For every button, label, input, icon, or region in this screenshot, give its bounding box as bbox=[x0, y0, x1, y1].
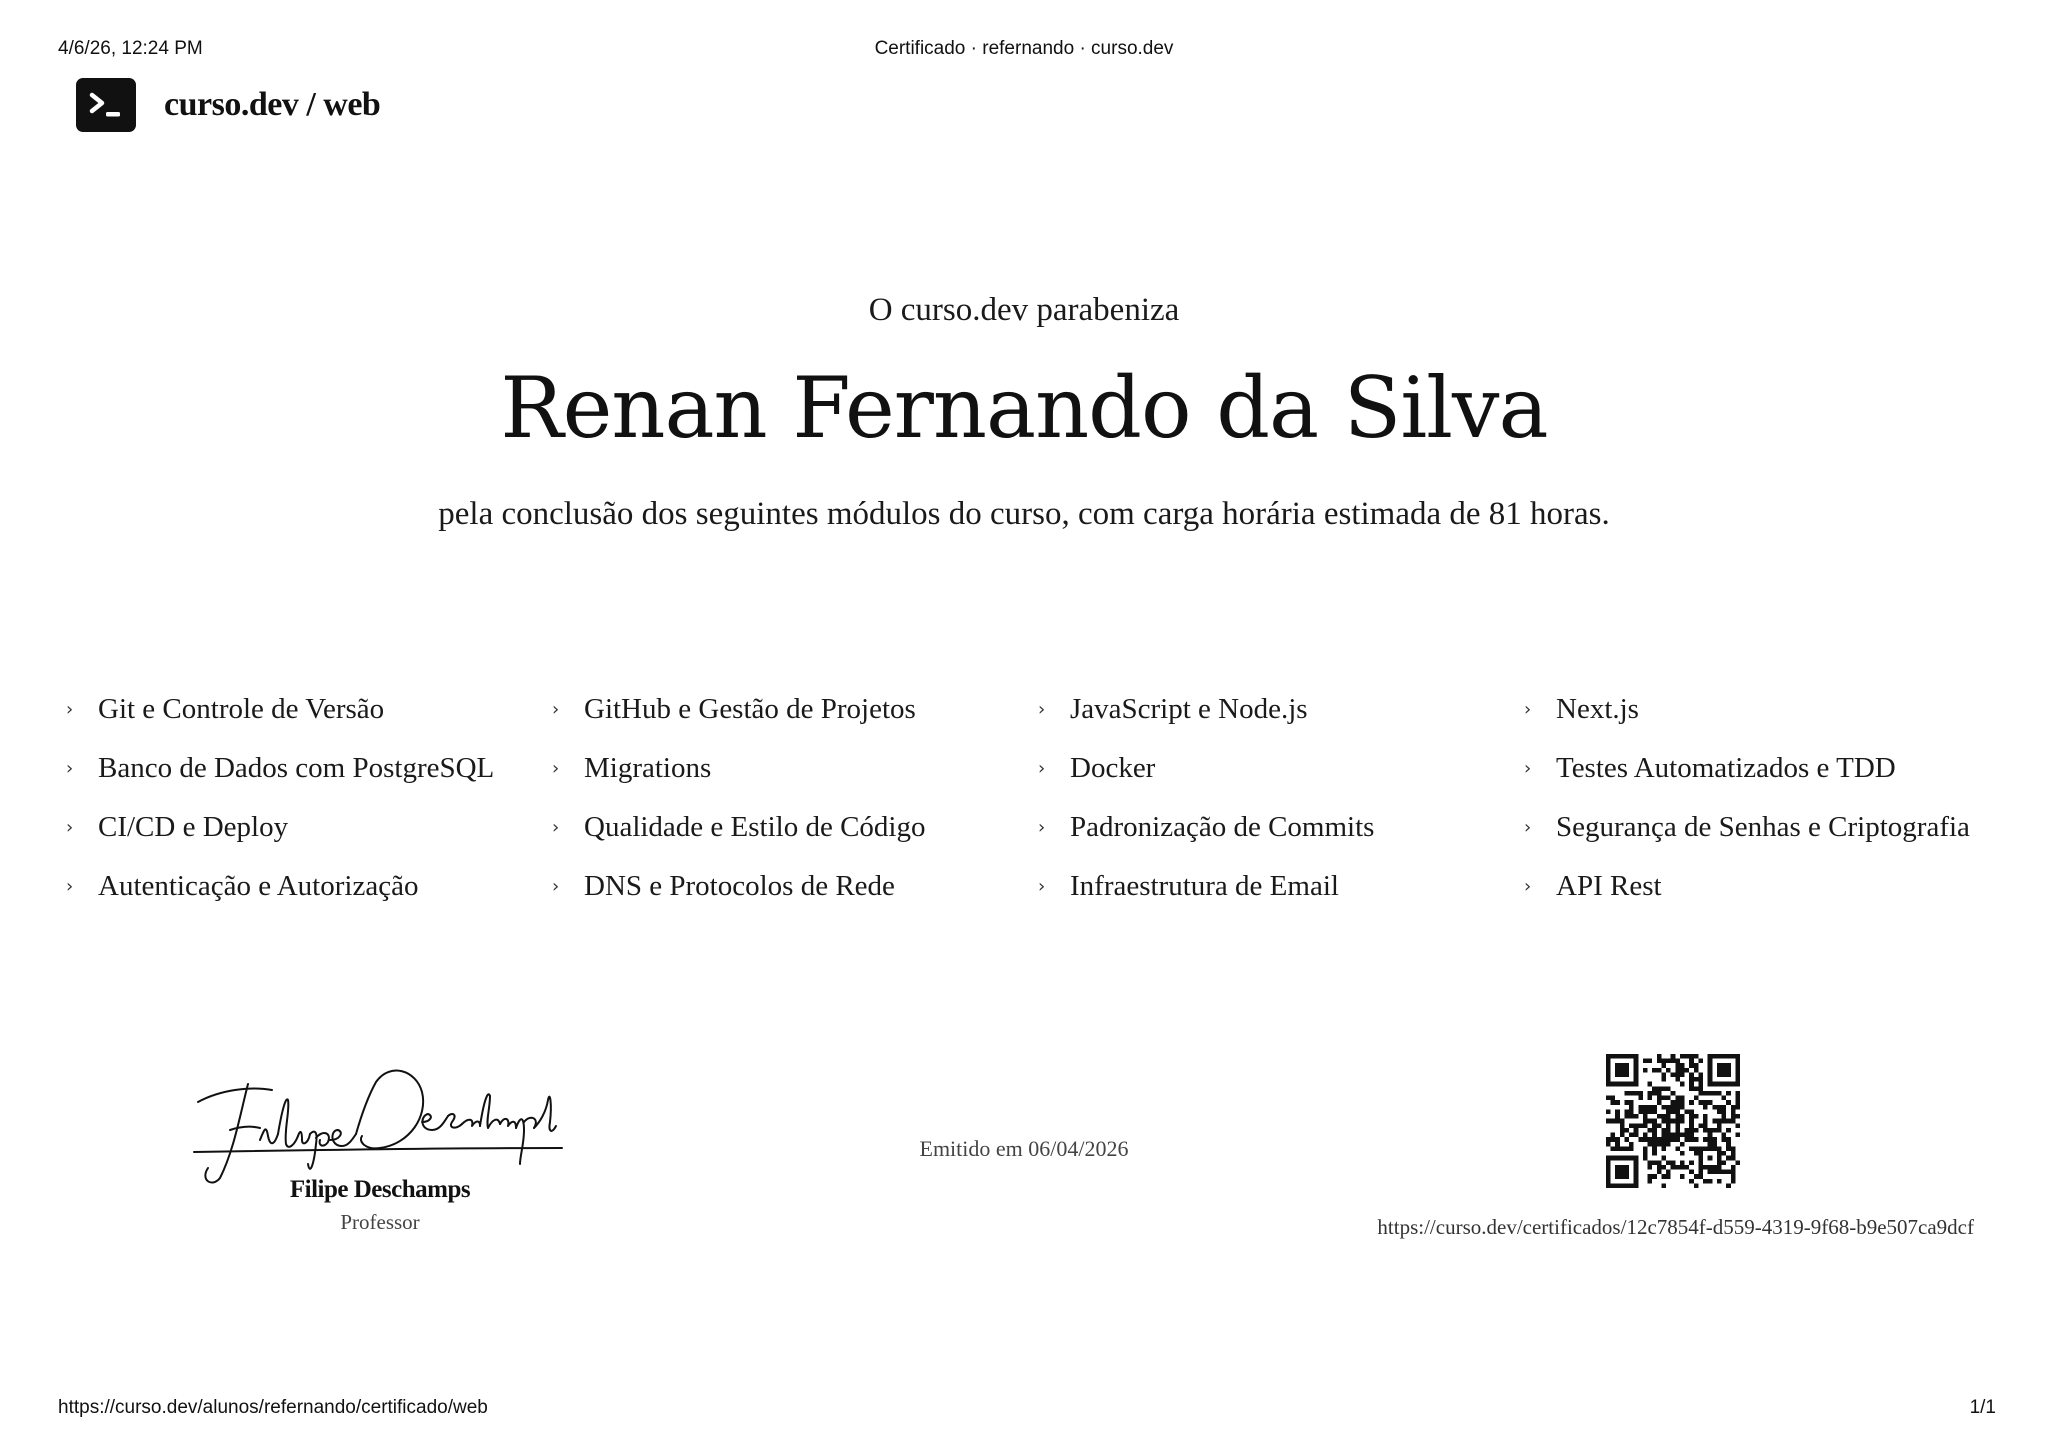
terminal-prompt-icon bbox=[76, 78, 136, 132]
chevron-right-icon: › bbox=[1524, 758, 1532, 779]
congrats-intro: O curso.dev parabeniza bbox=[868, 292, 1180, 328]
module-label: API Rest bbox=[1556, 870, 1662, 902]
chevron-right-icon: › bbox=[66, 758, 74, 779]
module-label: Docker bbox=[1070, 752, 1156, 784]
chevron-right-icon: › bbox=[66, 817, 74, 838]
module-label: JavaScript e Node.js bbox=[1070, 693, 1308, 725]
signer-name: Filipe Deschamps bbox=[289, 1176, 471, 1203]
chevron-right-icon: › bbox=[1038, 699, 1046, 720]
module-item bbox=[1524, 739, 2010, 798]
module-item bbox=[552, 857, 1038, 916]
print-page-number: 1/1 bbox=[1969, 1397, 1996, 1418]
chevron-right-icon: › bbox=[1524, 876, 1532, 897]
module-label: Testes Automatizados e TDD bbox=[1556, 752, 1896, 784]
module-label: Next.js bbox=[1556, 693, 1639, 725]
chevron-right-icon: › bbox=[1524, 817, 1532, 838]
brand bbox=[76, 78, 380, 132]
module-item bbox=[1038, 680, 1524, 739]
chevron-right-icon: › bbox=[552, 699, 560, 720]
chevron-right-icon: › bbox=[1524, 699, 1532, 720]
chevron-right-icon: › bbox=[1038, 817, 1046, 838]
module-label: Padronização de Commits bbox=[1070, 811, 1375, 843]
print-page-title: Certificado · refernando · curso.dev bbox=[874, 38, 1174, 59]
module-label: Git e Controle de Versão bbox=[98, 693, 385, 725]
completion-statement: pela conclusão dos seguintes módulos do curso, com carga horária estimada de 81 horas. bbox=[438, 496, 1610, 532]
modules-list bbox=[66, 680, 2006, 916]
signer-role: Professor bbox=[340, 1210, 420, 1234]
module-item bbox=[66, 739, 552, 798]
module-item bbox=[1038, 739, 1524, 798]
qr-code[interactable] bbox=[1606, 1054, 1740, 1188]
module-label: Segurança de Senhas e Criptografia bbox=[1556, 811, 1970, 843]
handwritten-signature bbox=[190, 1060, 570, 1190]
module-item bbox=[1524, 798, 2010, 857]
chevron-right-icon: › bbox=[552, 876, 560, 897]
module-item bbox=[552, 739, 1038, 798]
chevron-right-icon: › bbox=[552, 758, 560, 779]
print-datetime: 4/6/26, 12:24 PM bbox=[58, 38, 203, 59]
chevron-right-icon: › bbox=[1038, 758, 1046, 779]
module-label: GitHub e Gestão de Projetos bbox=[584, 693, 916, 725]
chevron-right-icon: › bbox=[66, 699, 74, 720]
verification-url[interactable]: https://curso.dev/certificados/12c7854f-d559-4319-9f68-b9e507ca9dcf bbox=[1377, 1215, 1974, 1239]
module-item bbox=[1524, 680, 2010, 739]
brand-name: curso.dev / web bbox=[164, 86, 381, 123]
module-item bbox=[66, 857, 552, 916]
chevron-right-icon: › bbox=[1038, 876, 1046, 897]
module-label: DNS e Protocolos de Rede bbox=[584, 870, 895, 902]
module-label: Infraestrutura de Email bbox=[1070, 870, 1339, 902]
module-label: Banco de Dados com PostgreSQL bbox=[98, 752, 495, 784]
module-label: Autenticação e Autorização bbox=[98, 870, 419, 902]
module-label: Qualidade e Estilo de Código bbox=[584, 811, 926, 843]
module-label: CI/CD e Deploy bbox=[98, 811, 289, 843]
module-item bbox=[1038, 798, 1524, 857]
chevron-right-icon: › bbox=[66, 876, 74, 897]
module-item bbox=[66, 680, 552, 739]
print-page-url: https://curso.dev/alunos/refernando/certificado/web bbox=[58, 1397, 488, 1418]
module-item bbox=[1524, 857, 2010, 916]
module-label: Migrations bbox=[584, 752, 712, 784]
issue-date: Emitido em 06/04/2026 bbox=[919, 1136, 1129, 1161]
student-name: Renan Fernando da Silva bbox=[500, 359, 1548, 457]
module-item bbox=[552, 680, 1038, 739]
module-item bbox=[1038, 857, 1524, 916]
module-item bbox=[552, 798, 1038, 857]
module-item bbox=[66, 798, 552, 857]
chevron-right-icon: › bbox=[552, 817, 560, 838]
